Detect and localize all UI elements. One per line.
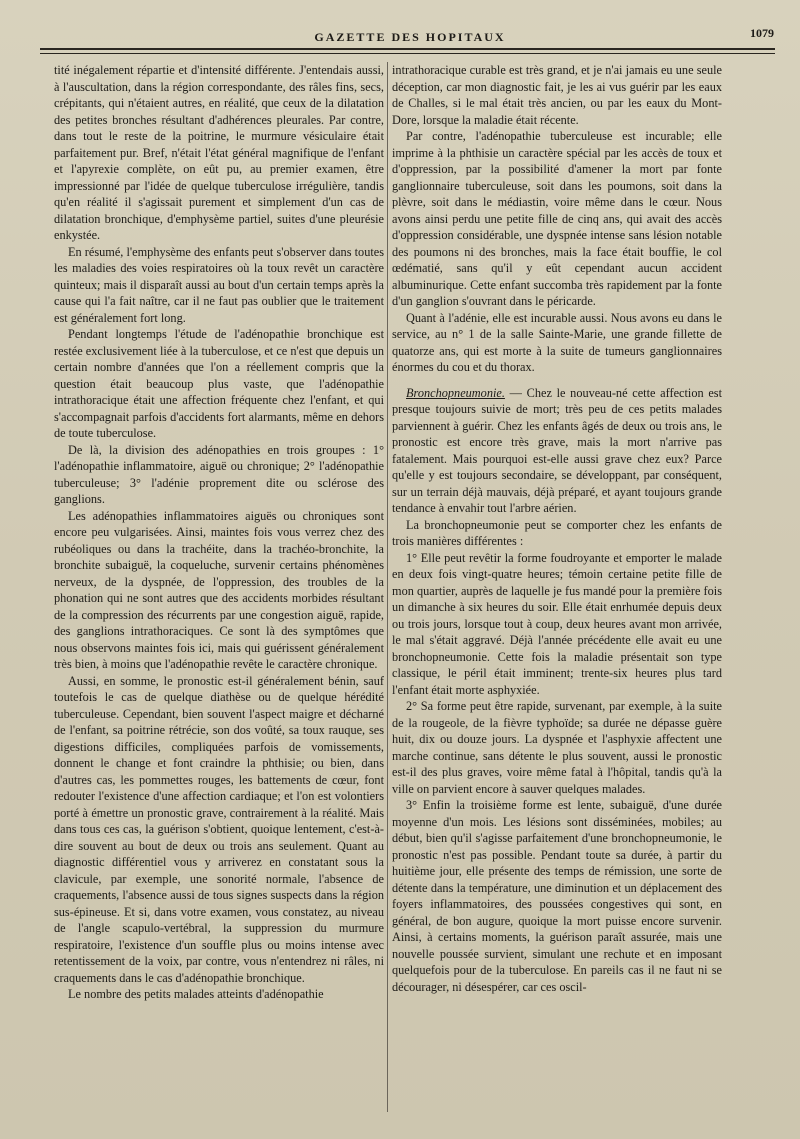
paragraph: Quant à l'adénie, elle est incurable aussi. Nous avons eu dans le service, au n° 1 de la salle Sainte-Marie, une grande fillette de quatorze ans, qui est morte à la suite de tumeurs ganglionnaires énormes du cou et du thorax. <box>392 310 722 374</box>
paragraph: Par contre, l'adénopathie tuberculeuse est incurable; elle imprime à la phthisie un caractère spécial par les accès de toux et d'oppression, par la possibilité d'amener la mort par fonte ganglionnaire tuberculeuse, soit dans les poumons, soit dans la plèvre, soit dans le médiastin, voire même dans le cœur. Nous avons ainsi perdu une petite fille de cinq ans, qui avait des accès d'oppression considérable, une dyspnée intense sans lésion notable des poumons ni des bronches, mais la face était bouffie, le col œdématié, sans qu'il y eût cependant aucun accident albuminurique. Cette enfant succomba très rapidement par la fonte d'un ganglion s'ouvrant dans le péricarde. <box>392 129 722 308</box>
journal-title: GAZETTE DES HOPITAUX <box>314 30 506 44</box>
paragraph: Aussi, en somme, le pronostic est-il généralement bénin, sauf toutefois le cas de quelque diathèse ou de quelque hérédité tuberculeuse. Cependant, bien souvent l'aspect maigre et décharné de l'enfant, sa poitrine rétrécie, son dos voûté, sa toux rauque, ses digestions difficiles, compliquées parfois de vomissements, donnent le change et font craindre la phthisie; ou bien, dans d'autres cas, les pommettes rouges, les battements de cœur, font redouter l'existence d'une affection cardiaque; et l'on est volontiers porté à émettre un pronostic grave, contrairement à la réalité. Mais dans tous ces cas, la guérison s'obtient, quoique lentement, c'est-à-dire souvent au bout de deux ou trois ans seulement. Quant au diagnostic différentiel vous y arriverez en constatant sous la clavicule, par exemple, une sonorité normale, l'absence de craquements, l'absence aussi de tous signes suspects dans la région sus-épineuse. Et si, dans votre examen, vous constatez, au niveau de l'angle scapulo-vertébral, la suppression du murmure respiratoire, l'existence d'un souffle plus ou moins intense avec retentissement de la voix, par contre, vous n'entendrez ni râles, ni craquements dans le cas d'adénopathie bronchique. <box>54 673 384 985</box>
paragraph: Les adénopathies inflammatoires aiguës ou chroniques sont encore peu vulgarisées. Ainsi, maintes fois vous verrez chez des rubéoliques ou dans la trachéite, dans la trachéo-bronchite, la bronchite subaiguë, la coqueluche, survenir certains phénomènes nerveux, de la dyspnée, de l'oppression, des troubles de la phonation qui ne sont autres que des accidents morbides résultant de la compression des récurrents par une congestion aiguë, rapide, des ganglions intrathoraciques. Ce sont là des symptômes que nous observons maintes fois ici, mais qui guérissent généralement très bien, à moins que l'adénopathie revête le caractère chronique. <box>54 508 384 671</box>
paragraph: Le nombre des petits malades atteints d'adénopathie <box>68 987 324 1001</box>
page-number: 1079 <box>750 26 774 40</box>
header-rule <box>40 48 775 54</box>
section-bronchopneumonie <box>392 385 722 517</box>
paragraph: De là, la division des adénopathies en trois groupes : 1° l'adénopathie inflammatoire, aiguë ou chronique; 2° l'adénopathie tuberculeuse; 3° l'adénie proprement dite ou sclérose des ganglions. <box>54 442 384 506</box>
section-text: — Chez le nouveau-né cette affection est presque toujours suivie de mort; très peu de ces petits malades parviennent à guérir. Chez les enfants âgés de deux ou trois ans, le pronostic est encore très grave, mais la mort n'arrive pas fatalement. Mais pourquoi est-elle aussi grave chez eux? Parce qu'elle y est toujours secondaire, se développant, par conséquent, sur un terrain déjà mauvais, déjà préparé, et ayant toujours grande tendance à envahir tout l'arbre aérien. <box>392 385 722 515</box>
paragraph: 2° Sa forme peut être rapide, survenant, par exemple, à la suite de la rougeole, de la fièvre typhoïde; sa durée ne dépasse guère huit, dix ou douze jours. La dyspnée et l'asphyxie affectent une marche continue, sans détente le plus souvent, aussi le pronostic est-il des plus graves, voire même fatal à l'hôpital, tandis qu'à la ville on parvient encore à sauver quelques malades. <box>392 699 722 796</box>
column-divider <box>387 62 388 1112</box>
paragraph: En résumé, l'emphysème des enfants peut s'observer dans toutes les maladies des voies respiratoires où la toux revêt un caractère quinteux; mais il disparaît aussi au bout d'un certain temps après la cause qui l'a fait naître, car il ne faut pas oublier que le traitement est généralement fort long. <box>54 244 384 325</box>
paragraph: 3° Enfin la troisième forme est lente, subaiguë, d'une durée moyenne d'un mois. Les lésions sont disséminées, mobiles; au début, bien qu'il s'agisse parfaitement d'une bronchopneumonie, le pronostic n'est pas possible. Pendant toute sa durée, à partir du huitième jour, elle présente des temps de rémission, une sorte de détente dans la température, une diminution et un déplacement des foyers inflammatoires, des poussées congestives qui sont, en général, de bon augure, quoique la mort puisse encore survenir. Ainsi, à certains moments, la guérison paraît assurée, mais une nouvelle poussée survient, simulant une rechute et en imposant quelquefois pour de la tuberculose. En pareils cas il ne faut ni se décourager, ni désespérer, car ces oscil- <box>392 798 722 994</box>
section-heading: Bronchopneumonie. <box>406 385 505 400</box>
paragraph: tité inégalement répartie et d'intensité différente. J'entendais aussi, à l'auscultation, dans la région correspondante, des râles fins, secs, crépitants, qui n'étaient autres, en réalité, que ceux de la dilatation des petites bronches résultant d'adhérences pleurales. Par contre, dans tout le reste de la poitrine, le murmure vésiculaire était parfaitement pur. Bref, n'était l'état général magnifique de l'enfant et l'apyrexie complète, on eût pu, au premier examen, être impressionné par l'idée de quelque tuberculose irrégulière, tandis qu'en réalité il s'agissait purement et simplement d'un cas de dilatation bronchique, d'emphysème partiel, suites d'une pleurésie enkystée. <box>54 63 384 242</box>
paragraph: 1° Elle peut revêtir la forme foudroyante et emporter le malade en deux fois vingt-quatre heures; témoin certaine petite fille de mon quartier, auprès de laquelle je fus mandé pour la première fois un dimanche à six heures du soir. Elle était enrhumée depuis deux ou trois jours, lorsque tout à coup, deux heures avant mon arrivée, le mal s'était aggravé. Déjà l'année précédente elle avait eu une bronchopneumonie. Cette fois la maladie présentait son type classique, le péril était imminent; trente-six heures plus tard l'enfant était morte asphyxiée. <box>392 550 722 697</box>
page-header <box>40 26 780 48</box>
paragraph: Pendant longtemps l'étude de l'adénopathie bronchique est restée exclusivement liée à la tuberculose, et ce n'est que depuis un certain nombre d'années que l'on a réellement compris que la question était beaucoup plus vaste, que l'adénopathie intrathoracique était une affection fréquente chez l'enfant, et qui s'accompagnait parfois d'accidents fort alarmants, même en dehors de toute tuberculose. <box>54 327 384 440</box>
right-column <box>392 62 722 1117</box>
left-column <box>54 62 384 1117</box>
paragraph: La bronchopneumonie peut se comporter chez les enfants de trois manières différentes : <box>392 517 722 548</box>
paragraph: intrathoracique curable est très grand, et je n'ai jamais eu une seule déception, car mon diagnostic fait, je les ai vus guérir par les eaux de Challes, si le mal était très ancien, ou par les eaux du Mont-Dore, lorsque la maladie était récente. <box>392 63 722 127</box>
